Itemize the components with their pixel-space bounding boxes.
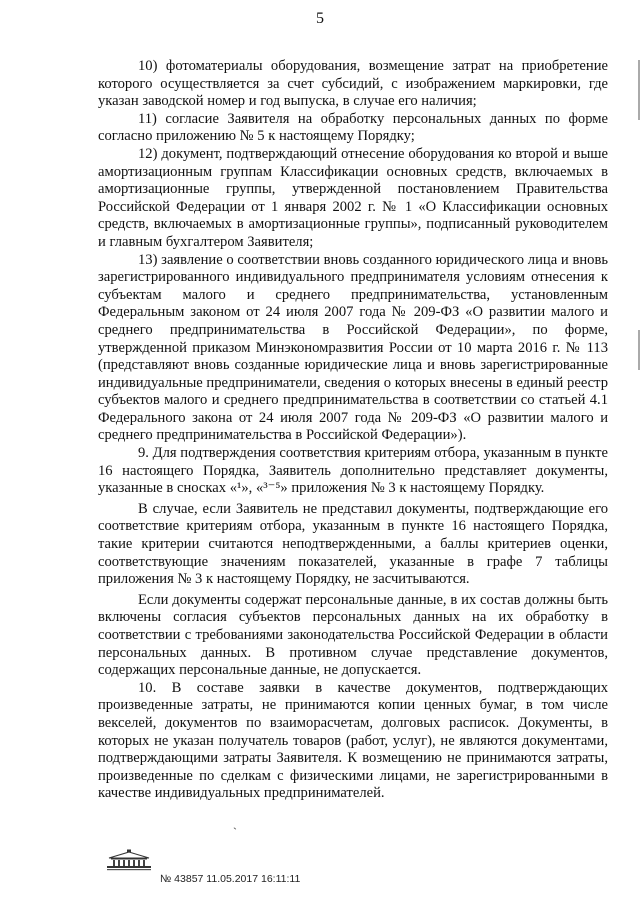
paragraph-item-13: 13) заявление о соответствии вновь созданного юридического лица и вновь зарегистрированного индивидуального предпринимателя условиям отнесения к субъектам малого и среднего предпринимательства, установленным Федеральным законом от 24 июля 2007 года № 209-ФЗ «О развитии малого и среднего предпринимательства в Российской Федерации», по форме, утвержденной приказом Минэкономразвития России от 10 марта 2016 г. № 113 (представляют вновь созданные юридические лица и вновь зарегистрированные индивидуальные предприниматели, сведения о которых внесены в единый реестр субъектов малого и среднего предпринимательства в соответствии со статьей 4.1 Федерального закона от 24 июля 2007 года № 209-ФЗ «О развитии малого и среднего предпринимательства в Российской Федерации»). (98, 251, 608, 444)
document-body (98, 58, 608, 803)
building-seal-icon (106, 849, 152, 871)
paragraph-clause-10: 10. В составе заявки в качестве документов, подтверждающих произведенные затраты, не принимаются копии ценных бумаг, в том числе векселей, документов по взаиморасчетам, долговых расписок. Документы, в которых не указан получатель товаров (работ, услуг), не являются документами, подтверждающими затраты Заявителя. К возмещению не принимаются затраты, произведенные по сделкам с физическими лицами, не зарегистрированными в качестве индивидуальных предпринимателей. (98, 679, 608, 802)
registration-stamp: № 43857 11.05.2017 16:11:11 (160, 873, 301, 885)
paragraph-item-11: 11) согласие Заявителя на обработку персональных данных по форме согласно приложению № 5 к настоящему Порядку; (98, 110, 608, 145)
paragraph-personal-data: Если документы содержат персональные данные, в их состав должны быть включены согласия субъектов персональных данных на их обработку в соответствии с требованиями законодательства Российской Федерации в области персональных данных. В противном случае представление документов, содержащих персональные данные, не допускается. (98, 591, 608, 679)
paragraph-unconfirmed-criteria: В случае, если Заявитель не представил документы, подтверждающие его соответствие критериям отбора, указанным в пункте 16 настоящего Порядка, такие критерии считаются неподтвержденными, а баллы критериев оценки, соответствующие значениям показателей, указанные в графе 7 таблицы приложения № 3 к настоящему Порядку, не засчитываются. (98, 500, 608, 588)
paragraph-item-12: 12) документ, подтверждающий отнесение оборудования ко второй и выше амортизационным группам Классификации основных средств, включаемых в амортизационные группы, утвержденной постановлением Правительства Российской Федерации от 1 января 2002 г. № 1 «О Классификации основных средств, включаемых в амортизационные группы», подписанный руководителем и главным бухгалтером Заявителя; (98, 145, 608, 250)
paragraph-item-10: 10) фотоматериалы оборудования, возмещение затрат на приобретение которого осуществляется за счет субсидий, с изображением маркировки, где указан заводской номер и год выпуска, в случае его наличия; (98, 58, 608, 110)
stray-mark: ˋ (233, 825, 237, 839)
page-number: 5 (316, 10, 324, 27)
paragraph-clause-9: 9. Для подтверждения соответствия критериям отбора, указанным в пункте 16 настоящего Порядка, Заявитель дополнительно представляет документы, указанные в сносках «¹», «³⁻⁵» приложения № 3 к настоящему Порядку. (98, 445, 608, 497)
